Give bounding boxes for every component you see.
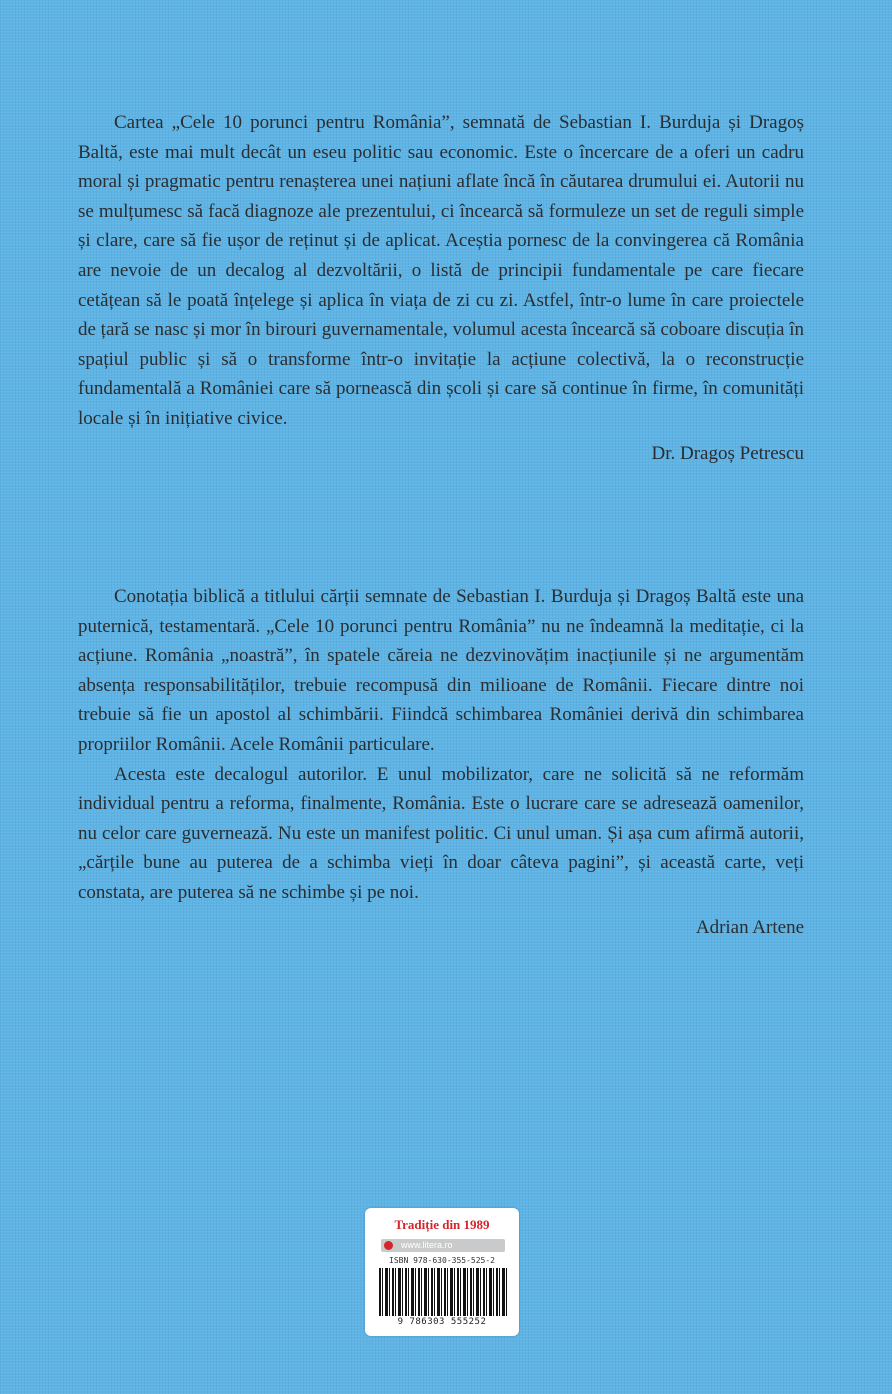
- publisher-logo-icon: [384, 1241, 393, 1250]
- review-1: [78, 108, 804, 468]
- publisher-website: www.litera.ro: [401, 1240, 453, 1250]
- review-2-signature: Adrian Artene: [695, 916, 804, 938]
- review-2-paragraph-2: Acesta este decalogul autorilor. E unul mobilizator, care ne solicită să ne reformăm individual pentru a reforma, finalmente, România. Este o lucrare care se adresează oamenilor, nu celor care guvernează. Nu este un manifest politic. Ci unul uman. Și așa cum afirmă autorii, „cărțile bune au puterea de a schimba vieți în doar câteva pagini”, și această carte, veți constata, are puterea să ne schimbe și pe noi.: [78, 763, 804, 903]
- review-2: [78, 582, 804, 942]
- publisher-sticker: [365, 1208, 519, 1336]
- review-2-paragraph-1: Conotația biblică a titlului cărții semnate de Sebastian I. Burduja și Dragoș Baltă este una puternică, testamentară. „Cele 10 porunci pentru România” nu ne îndeamnă la meditație, ci la acțiune. România „noastră”, în spatele căreia ne dezvinovățim inacțiunile și ne argumentăm absența responsabilităților, trebuie recompusă din milioane de Românii. Fiecare dintre noi trebuie să fie un apostol al schimbării. Fiindcă schimbarea României derivă din schimbarea propriilor Românii. Acele Românii particulare.: [78, 586, 804, 755]
- isbn-text: ISBN 978-630-355-525-2: [389, 1256, 495, 1265]
- barcode-digits: 9 786303 555252: [397, 1317, 487, 1327]
- review-1-paragraph: Cartea „Cele 10 porunci pentru România”, semnată de Sebastian I. Burduja și Dragoș Baltă, este mai mult decât un eseu politic sau economic. Este o încercare de a oferi un cadru moral și pragmatic pentru renașterea unei națiuni aflate încă în căutarea drumului ei. Autorii nu se mulțumesc să facă diagnoze ale prezentului, ci încearcă să formuleze un set de reguli simple și clare, care să fie ușor de reținut și de aplicat. Aceștia pornesc de la convingerea că România are nevoie de un decalog al dezvoltării, o listă de principii fundamentale pe care fiecare cetățean să le poată înțelege și aplica în viața de zi cu zi. Astfel, într-o lume în care proiectele de țară se nasc și mor în birouri guvernamentale, volumul acesta încearcă să coboare discuția în spațiul public și să o transforme într-o invitație la acțiune colectivă, la o reconstrucție fundamentală a României care să pornească din școli și care să continue în firme, în comunități locale și în inițiative civice.: [78, 112, 804, 429]
- publisher-tagline: Tradiție din 1989: [394, 1217, 490, 1232]
- barcode-icon: [379, 1268, 507, 1316]
- website-bar: [381, 1239, 505, 1252]
- review-1-signature: Dr. Dragoș Petrescu: [651, 442, 804, 464]
